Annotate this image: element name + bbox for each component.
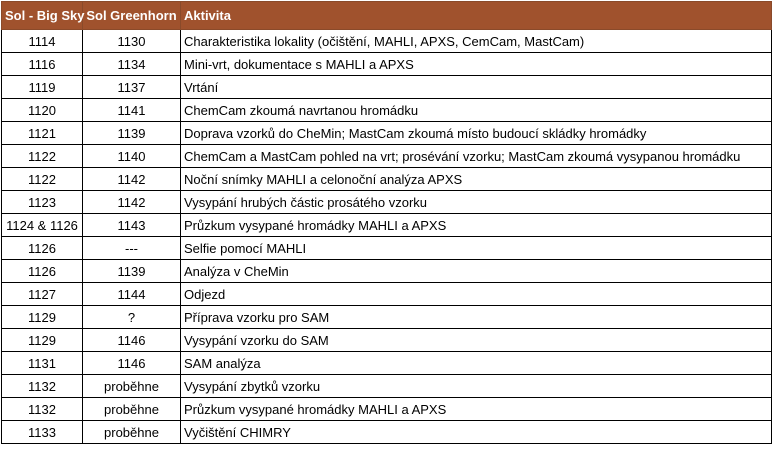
cell-aktivita: Mini-vrt, dokumentace s MAHLI a APXS xyxy=(181,53,772,76)
cell-sol-greenhorn: proběhne xyxy=(83,375,181,398)
cell-sol-big-sky: 1129 xyxy=(2,329,83,352)
cell-sol-greenhorn: 1142 xyxy=(83,168,181,191)
cell-aktivita: Doprava vzorků do CheMin; MastCam zkoumá místo budoucí skládky hromádky xyxy=(181,122,772,145)
cell-aktivita: ChemCam a MastCam pohled na vrt; prosévání vzorku; MastCam zkoumá vysypanou hromádku xyxy=(181,145,772,168)
cell-sol-big-sky: 1123 xyxy=(2,191,83,214)
table-row xyxy=(2,145,772,168)
cell-sol-greenhorn: 1146 xyxy=(83,352,181,375)
cell-aktivita: Odjezd xyxy=(181,283,772,306)
table-row xyxy=(2,122,772,145)
cell-sol-big-sky: 1126 xyxy=(2,237,83,260)
cell-sol-greenhorn: ? xyxy=(83,306,181,329)
cell-sol-big-sky: 1133 xyxy=(2,421,83,444)
table-row xyxy=(2,191,772,214)
cell-sol-big-sky: 1121 xyxy=(2,122,83,145)
cell-aktivita: Analýza v CheMin xyxy=(181,260,772,283)
cell-aktivita: Vysypání hrubých částic prosátého vzorku xyxy=(181,191,772,214)
cell-sol-big-sky: 1124 & 1126 xyxy=(2,214,83,237)
table-row xyxy=(2,99,772,122)
cell-aktivita: SAM analýza xyxy=(181,352,772,375)
header-sol-big-sky: Sol - Big Sky xyxy=(2,2,83,30)
cell-sol-greenhorn: proběhne xyxy=(83,398,181,421)
cell-sol-greenhorn: 1146 xyxy=(83,329,181,352)
cell-aktivita: Noční snímky MAHLI a celonoční analýza APXS xyxy=(181,168,772,191)
table-row xyxy=(2,76,772,99)
cell-aktivita: Příprava vzorku pro SAM xyxy=(181,306,772,329)
cell-sol-big-sky: 1119 xyxy=(2,76,83,99)
cell-sol-greenhorn: 1144 xyxy=(83,283,181,306)
cell-sol-big-sky: 1132 xyxy=(2,375,83,398)
cell-aktivita: Průzkum vysypané hromádky MAHLI a APXS xyxy=(181,214,772,237)
table-row xyxy=(2,214,772,237)
header-aktivita: Aktivita xyxy=(181,2,772,30)
cell-sol-greenhorn: 1142 xyxy=(83,191,181,214)
table-row xyxy=(2,329,772,352)
table-row xyxy=(2,352,772,375)
activity-table xyxy=(1,1,772,444)
cell-sol-greenhorn: proběhne xyxy=(83,421,181,444)
cell-sol-big-sky: 1114 xyxy=(2,30,83,53)
table-row xyxy=(2,53,772,76)
table-row xyxy=(2,283,772,306)
cell-sol-greenhorn: 1141 xyxy=(83,99,181,122)
cell-aktivita: ChemCam zkoumá navrtanou hromádku xyxy=(181,99,772,122)
cell-sol-greenhorn: 1140 xyxy=(83,145,181,168)
cell-sol-big-sky: 1132 xyxy=(2,398,83,421)
cell-sol-greenhorn: 1134 xyxy=(83,53,181,76)
cell-sol-big-sky: 1116 xyxy=(2,53,83,76)
cell-aktivita: Selfie pomocí MAHLI xyxy=(181,237,772,260)
cell-sol-greenhorn: 1139 xyxy=(83,122,181,145)
cell-sol-greenhorn: 1130 xyxy=(83,30,181,53)
table-row xyxy=(2,398,772,421)
cell-sol-big-sky: 1122 xyxy=(2,168,83,191)
table-row xyxy=(2,237,772,260)
table-row xyxy=(2,375,772,398)
cell-aktivita: Vyčištění CHIMRY xyxy=(181,421,772,444)
cell-sol-big-sky: 1131 xyxy=(2,352,83,375)
cell-aktivita: Charakteristika lokality (očištění, MAHLI, APXS, CemCam, MastCam) xyxy=(181,30,772,53)
cell-aktivita: Průzkum vysypané hromádky MAHLI a APXS xyxy=(181,398,772,421)
cell-sol-big-sky: 1120 xyxy=(2,99,83,122)
cell-sol-big-sky: 1127 xyxy=(2,283,83,306)
cell-sol-greenhorn: 1137 xyxy=(83,76,181,99)
table-row xyxy=(2,30,772,53)
table-row xyxy=(2,306,772,329)
table-row xyxy=(2,260,772,283)
table-row xyxy=(2,421,772,444)
cell-sol-big-sky: 1122 xyxy=(2,145,83,168)
table-header-row xyxy=(2,2,772,30)
cell-sol-greenhorn: 1143 xyxy=(83,214,181,237)
cell-aktivita: Vrtání xyxy=(181,76,772,99)
table-row xyxy=(2,168,772,191)
cell-aktivita: Vysypání zbytků vzorku xyxy=(181,375,772,398)
cell-sol-greenhorn: --- xyxy=(83,237,181,260)
table-body xyxy=(2,30,772,444)
header-sol-greenhorn: Sol Greenhorn xyxy=(83,2,181,30)
cell-sol-greenhorn: 1139 xyxy=(83,260,181,283)
cell-sol-big-sky: 1129 xyxy=(2,306,83,329)
cell-sol-big-sky: 1126 xyxy=(2,260,83,283)
cell-aktivita: Vysypání vzorku do SAM xyxy=(181,329,772,352)
